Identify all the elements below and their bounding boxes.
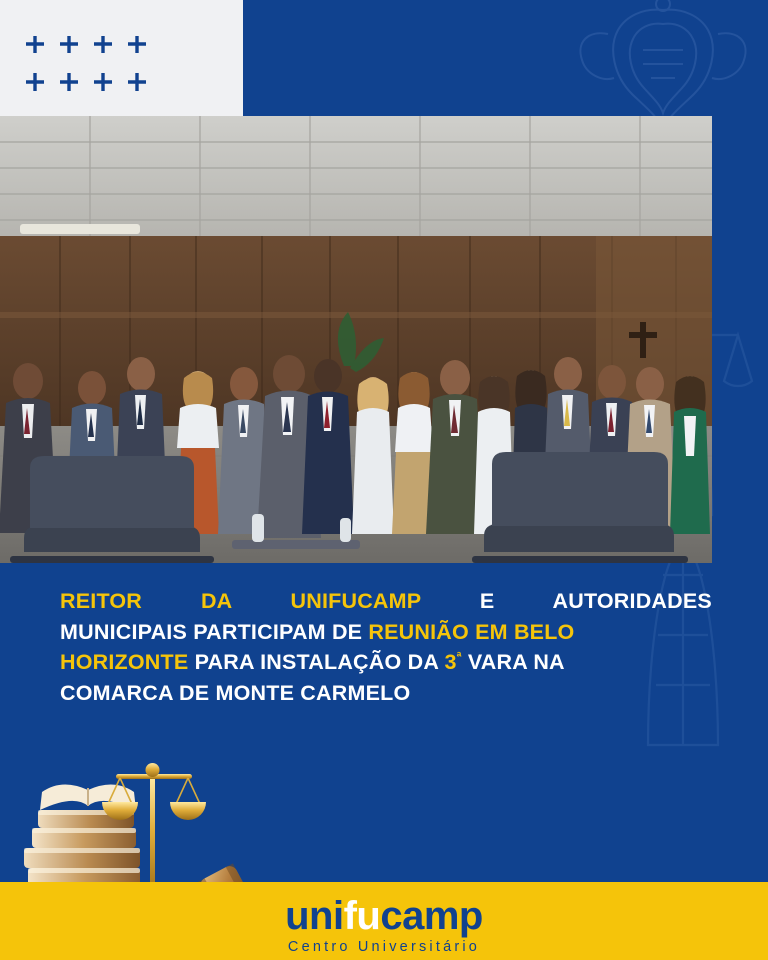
headline-word-da: DA	[200, 589, 232, 613]
headline-seg-horizonte: HORIZONTE	[60, 650, 189, 675]
bottom-bar	[0, 882, 768, 960]
headline-seg-vara: VARA NA	[461, 650, 565, 675]
brand-logo	[0, 893, 768, 955]
headline-seg-municipais: MUNICIPAIS PARTICIPAM DE	[60, 619, 369, 644]
headline-word-e: E	[479, 589, 495, 613]
group-photo-illustration	[0, 116, 712, 563]
plus-pattern-icon	[18, 36, 158, 96]
headline-seg-reuniao: REUNIÃO EM BELO	[368, 619, 575, 644]
headline-line-3	[60, 647, 712, 678]
headline-line-2	[60, 617, 712, 648]
brand-part-uni: uni	[285, 893, 344, 938]
headline-word-unifucamp: UNIFUCAMP	[290, 589, 421, 613]
brand-part-fu: fu	[343, 893, 381, 938]
headline-seg-para: PARA INSTALAÇÃO DA	[188, 650, 445, 675]
brand-tagline: Centro Universitário	[287, 938, 481, 955]
brand-wordmark	[0, 893, 768, 938]
headline-word-reitor: REITOR	[60, 589, 143, 613]
group-photo	[0, 116, 712, 563]
headline-word-autoridades: AUTORIDADES	[552, 589, 712, 613]
headline	[60, 586, 712, 708]
plus-pattern-block	[0, 0, 243, 116]
headline-line-1	[60, 586, 712, 617]
headline-seg-three: 3	[444, 650, 457, 675]
headline-seg-ordinal: ª	[456, 648, 462, 664]
headline-line-4: COMARCA DE MONTE CARMELO	[60, 680, 411, 705]
brand-part-camp: camp	[380, 893, 483, 938]
